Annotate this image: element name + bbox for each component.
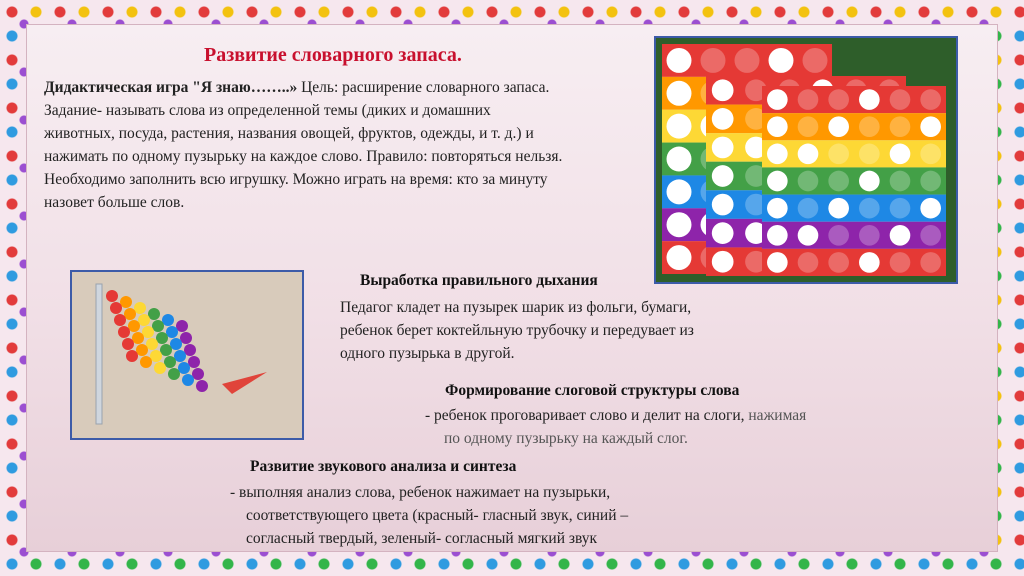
flag-bubble bbox=[166, 326, 178, 338]
bubble bbox=[667, 48, 692, 73]
flag-bubble bbox=[182, 374, 194, 386]
flag-bubble bbox=[170, 338, 182, 350]
breathing-line-1: Педагог кладет на пузырек шарик из фольги, бумаги, bbox=[340, 299, 692, 316]
bubble bbox=[712, 137, 734, 159]
vocab-text-1: Цель: расширение словарного запаса. bbox=[297, 79, 550, 96]
bubble bbox=[769, 48, 794, 73]
flag-bubble bbox=[120, 296, 132, 308]
flag-bubble bbox=[122, 338, 134, 350]
bubble bbox=[920, 252, 941, 273]
bubble bbox=[920, 116, 941, 137]
bubble bbox=[667, 212, 692, 237]
flag-bubble bbox=[156, 332, 168, 344]
bubble bbox=[803, 48, 828, 73]
flag-bubble bbox=[124, 308, 136, 320]
bubble bbox=[920, 198, 941, 219]
vocab-text-2: называть слова из определенной темы (диких и домашних животных, посуда, растения, названия овощей, фруктов, одежды, и т. д.) и нажимать по одному пузырьку на каждое слово. Правило: повторяться нельзя. Необходимо заполнить всю игрушку. Можно играть на время: кто за минуту назовет больше слов. bbox=[44, 102, 563, 211]
bubble bbox=[712, 194, 734, 216]
flag-bubble bbox=[174, 350, 186, 362]
bubble bbox=[798, 198, 819, 219]
bubble bbox=[890, 171, 911, 192]
bubble bbox=[712, 222, 734, 244]
bubble bbox=[767, 89, 788, 110]
bubble bbox=[920, 225, 941, 246]
bubble bbox=[767, 144, 788, 165]
bubble bbox=[828, 89, 849, 110]
flag-bubble bbox=[106, 290, 118, 302]
bubble bbox=[828, 225, 849, 246]
bubble bbox=[920, 89, 941, 110]
pop-it-straw-illustration bbox=[72, 272, 302, 438]
flag-bubble bbox=[136, 344, 148, 356]
sound-line-1: - выполняя анализ слова, ребенок нажимает на пузырьки, bbox=[230, 484, 611, 501]
pop-it-straw-photo bbox=[70, 270, 304, 440]
flag-bubble bbox=[118, 326, 130, 338]
bubble bbox=[712, 79, 734, 101]
vocab-paragraph bbox=[44, 76, 564, 214]
bubble bbox=[828, 171, 849, 192]
bubble bbox=[735, 48, 760, 73]
flag-bubble bbox=[110, 302, 122, 314]
bubble bbox=[828, 252, 849, 273]
syllable-line-1-a: - ребенок проговаривает слово и делит на слоги, bbox=[425, 407, 745, 424]
syllable-line-2: по одному пузырьку на каждый слог. bbox=[444, 430, 688, 447]
flag-bubble bbox=[128, 320, 140, 332]
flag-bubble bbox=[138, 314, 150, 326]
bubble bbox=[767, 171, 788, 192]
flag-bubble bbox=[188, 356, 200, 368]
bubble bbox=[828, 144, 849, 165]
sound-line-2: соответствующего цвета (красный- гласный звук, синий – bbox=[246, 507, 629, 524]
bubble bbox=[920, 144, 941, 165]
flag-bubble bbox=[148, 308, 160, 320]
bubble bbox=[798, 89, 819, 110]
bubble bbox=[890, 89, 911, 110]
flag-bubble bbox=[162, 314, 174, 326]
sound-heading: Развитие звукового анализа и синтеза bbox=[250, 458, 517, 475]
flag-bubble bbox=[192, 368, 204, 380]
bubble bbox=[798, 252, 819, 273]
bubble bbox=[890, 225, 911, 246]
bubble bbox=[667, 81, 692, 106]
bubble bbox=[767, 116, 788, 137]
bubble bbox=[859, 171, 880, 192]
bubble bbox=[890, 116, 911, 137]
breathing-line-3: одного пузырька в другой. bbox=[340, 345, 515, 362]
bubble bbox=[859, 252, 880, 273]
sound-line-3: согласный твердый, зеленый- согласный мягкий звук bbox=[246, 530, 598, 547]
bubble bbox=[890, 144, 911, 165]
flag-bubble bbox=[132, 332, 144, 344]
bubble bbox=[859, 116, 880, 137]
bubble bbox=[667, 179, 692, 204]
flag-bubble bbox=[178, 362, 190, 374]
bubble bbox=[767, 225, 788, 246]
straw bbox=[96, 284, 102, 424]
flag-bubble bbox=[126, 350, 138, 362]
bubble bbox=[920, 171, 941, 192]
flag-bubble bbox=[160, 344, 172, 356]
syllable-line-1-b: нажимая bbox=[744, 407, 807, 424]
bubble bbox=[667, 114, 692, 139]
flag-bubble bbox=[146, 338, 158, 350]
syllable-heading: Формирование слоговой структуры слова bbox=[445, 382, 740, 399]
syllable-line-1 bbox=[425, 404, 806, 427]
bubble bbox=[798, 171, 819, 192]
flag-bubble bbox=[140, 356, 152, 368]
bubble bbox=[712, 108, 734, 130]
bubble bbox=[798, 116, 819, 137]
bubble bbox=[828, 198, 849, 219]
breathing-line-2: ребенок берет коктейльную трубочку и передувает из bbox=[340, 322, 694, 339]
flag-bubble bbox=[168, 368, 180, 380]
bubble bbox=[828, 116, 849, 137]
bubble bbox=[798, 225, 819, 246]
bubble bbox=[667, 147, 692, 172]
bubble bbox=[859, 144, 880, 165]
flag-bubble bbox=[134, 302, 146, 314]
bubble bbox=[767, 252, 788, 273]
flag-bubble bbox=[152, 320, 164, 332]
page-title: Развитие словарного запаса. bbox=[204, 44, 462, 66]
flag-bubble bbox=[164, 356, 176, 368]
pop-it-boards-illustration bbox=[656, 38, 956, 282]
flag-bubble bbox=[114, 314, 126, 326]
game-label: Дидактическая игра "Я знаю……..» bbox=[44, 79, 298, 96]
bubble bbox=[859, 198, 880, 219]
bubble bbox=[890, 198, 911, 219]
bubble bbox=[890, 252, 911, 273]
flag-bubble bbox=[142, 326, 154, 338]
pop-it-boards-photo bbox=[654, 36, 958, 284]
flag-bubble bbox=[176, 320, 188, 332]
flag-bubble bbox=[180, 332, 192, 344]
flag-bubble bbox=[150, 350, 162, 362]
bubble bbox=[712, 165, 734, 187]
bubble bbox=[798, 144, 819, 165]
task-label: Задание- bbox=[44, 102, 103, 119]
bubble bbox=[767, 198, 788, 219]
breathing-heading: Выработка правильного дыхания bbox=[360, 272, 598, 289]
flag-bubble bbox=[196, 380, 208, 392]
flag-bubble bbox=[154, 362, 166, 374]
bubble bbox=[712, 251, 734, 273]
bubble bbox=[859, 225, 880, 246]
bubble bbox=[701, 48, 726, 73]
flag-bubble bbox=[184, 344, 196, 356]
bubble bbox=[667, 245, 692, 270]
bubble bbox=[859, 89, 880, 110]
